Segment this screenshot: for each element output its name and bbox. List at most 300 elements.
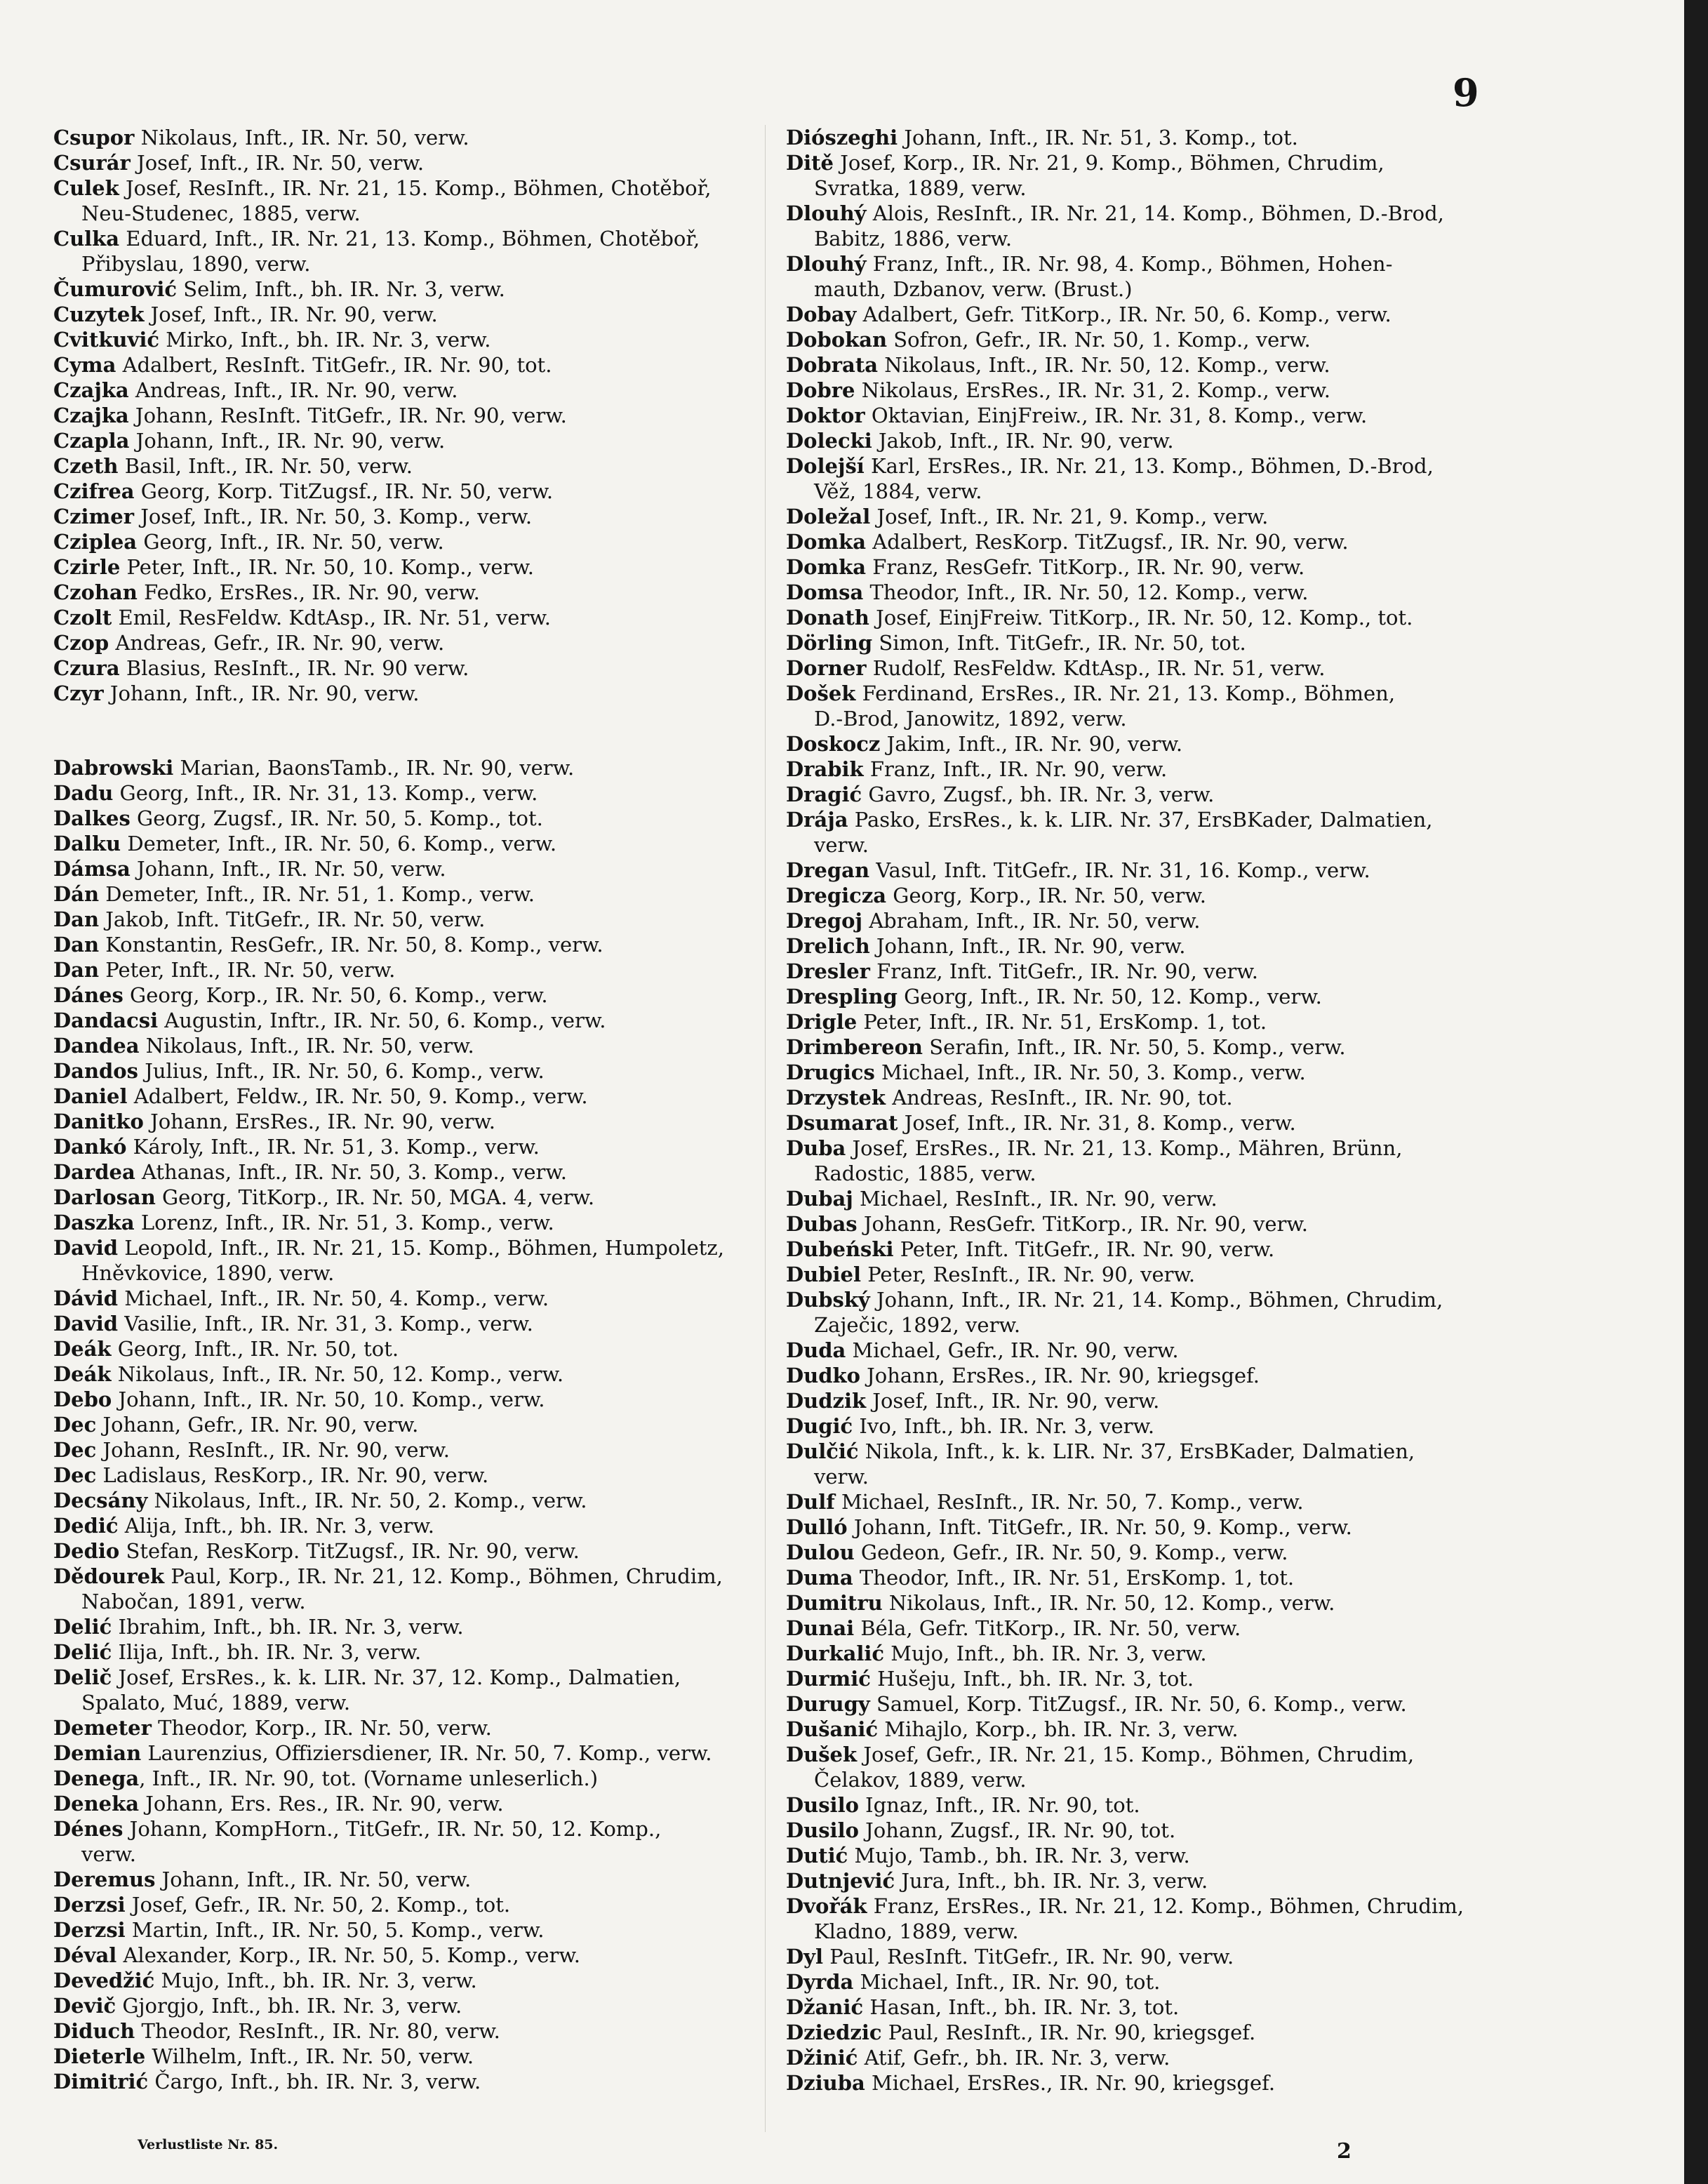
entry-details: Jura, Inft., bh. IR. Nr. 3, verw. [895,1869,1208,1893]
casualty-entry [786,150,1512,175]
casualty-entry [786,554,1512,580]
casualty-entry [786,1843,1512,1868]
entry-details: Michael, ResInft., IR. Nr. 90, verw. [853,1187,1217,1211]
casualty-entry [53,983,780,1008]
casualty-entry [786,1717,1512,1742]
entry-details: Samuel, Korp. TitZugsf., IR. Nr. 50, 6. Komp., verw. [869,1692,1407,1716]
surname: Denega [53,1766,140,1790]
surname: Czapla [53,429,130,453]
entry-details: Paul, Korp., IR. Nr. 21, 12. Komp., Böhmen, Chrudim, [164,1564,723,1588]
surname: Dénes [53,1817,124,1841]
entry-details: Georg, Inft., IR. Nr. 50, 12. Komp., verw. [897,985,1322,1008]
entry-details: Emil, ResFeldw. KdtAsp., IR. Nr. 51, verw. [112,606,551,630]
casualty-entry [53,806,780,831]
entry-details: Franz, Inft. TitGefr., IR. Nr. 90, verw. [869,959,1259,983]
casualty-entry [53,1412,780,1437]
casualty-entry [53,327,780,352]
casualty-entry [786,1666,1512,1691]
entry-details: Josef, Inft., IR. Nr. 31, 8. Komp., verw. [898,1111,1296,1135]
surname: Czohan [53,580,138,604]
entry-continuation: D.-Brod, Janowitz, 1892, verw. [814,707,1127,731]
casualty-entry [53,1614,780,1639]
entry-details: Mihajlo, Korp., bh. IR. Nr. 3, verw. [878,1717,1239,1741]
casualty-entry [53,580,780,605]
casualty-entry [53,957,780,983]
casualty-entry [786,1262,1512,1287]
entry-details: Peter, ResInft., IR. Nr. 90, verw. [861,1263,1196,1286]
casualty-entry [786,1792,1512,1818]
surname: Drespling [786,985,898,1008]
surname: Dregicza [786,884,887,907]
surname: Durmić [786,1667,871,1691]
surname: Duda [786,1338,846,1362]
surname: Dulou [786,1540,855,1564]
entry-details: Selim, Inft., bh. IR. Nr. 3, verw. [177,277,505,301]
casualty-entry [53,1109,780,1134]
casualty-entry [53,2069,780,2094]
entry-details: Mirko, Inft., bh. IR. Nr. 3, verw. [159,328,491,352]
casualty-entry [786,1413,1512,1439]
surname: Drimbereon [786,1035,923,1059]
entry-continuation: Zaječic, 1892, verw. [814,1313,1021,1337]
entry-details: Nikolaus, Inft., IR. Nr. 50, 12. Komp., verw. [111,1362,564,1386]
surname: Dyrda [786,1970,854,1994]
surname: Donath [786,606,869,630]
surname: Dutnjević [786,1869,895,1893]
casualty-entry [786,731,1512,757]
entry-details: Basil, Inft., IR. Nr. 50, verw. [118,454,413,478]
casualty-entry [53,150,780,175]
casualty-entry [786,1818,1512,1843]
casualty-entry [786,1034,1512,1060]
entry-details: Josef, Inft., IR. Nr. 21, 9. Komp., verw. [870,505,1269,528]
surname: Dan [53,907,100,931]
surname: Domka [786,530,867,554]
casualty-entry [53,1387,780,1412]
surname: David [53,1312,119,1336]
casualty-entry [53,403,780,428]
casualty-entry [53,453,780,479]
entry-details: Franz, Inft., IR. Nr. 98, 4. Komp., Böhmen, Hohen- [866,252,1393,276]
surname: Deremus [53,1867,156,1891]
surname: Dedić [53,1514,119,1538]
entry-details: Georg, Inft., IR. Nr. 50, tot. [111,1337,399,1361]
surname: Duba [786,1136,846,1160]
entry-details: Josef, ErsRes., k. k. LIR. Nr. 37, 12. Komp., Dalmatien, [112,1665,681,1689]
surname: Dandacsi [53,1008,159,1032]
right-column [786,125,1512,2096]
casualty-entry [53,932,780,957]
entry-continuation: Věž, 1884, verw. [814,479,982,503]
entry-details: Károly, Inft., IR. Nr. 51, 3. Komp., verw. [126,1135,540,1159]
entry-continuation: Spalato, Muć, 1889, verw. [81,1691,351,1714]
entry-details: Alija, Inft., bh. IR. Nr. 3, verw. [118,1514,434,1538]
casualty-entry [53,504,780,529]
surname: Dyl [786,1945,824,1969]
surname: Dziedzic [786,2020,882,2044]
entry-details: Jakob, Inft. TitGefr., IR. Nr. 50, verw. [99,907,486,931]
entry-continuation: Nabočan, 1891, verw. [81,1590,306,1613]
surname: Csupor [53,126,135,149]
surname: Deneka [53,1792,140,1816]
entry-continuation: Kladno, 1889, verw. [814,1919,1019,1943]
entry-details: Béla, Gefr. TitKorp., IR. Nr. 50, verw. [854,1616,1241,1640]
casualty-entry [53,1639,780,1665]
casualty-entry [786,883,1512,908]
casualty-entry [53,1740,780,1766]
surname: Čumurović [53,277,178,301]
entry-details: Peter, Inft., IR. Nr. 51, ErsKomp. 1, tot. [857,1010,1267,1034]
casualty-entry [53,1892,780,1917]
entry-details: Hušeju, Inft., bh. IR. Nr. 3, tot. [870,1667,1194,1691]
surname: Czop [53,631,109,655]
surname: Dec [53,1438,97,1462]
surname: Czimer [53,505,134,528]
entry-details: Josef, ErsRes., IR. Nr. 21, 13. Komp., Mähren, Brünn, [846,1136,1403,1160]
casualty-entry [786,1388,1512,1413]
entry-details: Nikola, Inft., k. k. LIR. Nr. 37, ErsBKader, Dalmatien, [858,1439,1415,1463]
entry-details: Johann, KompHorn., TitGefr., IR. Nr. 50, 12. Komp., [123,1817,662,1841]
entry-details: Nikolaus, Inft., IR. Nr. 50, verw. [134,126,469,149]
entry-details: Nikolaus, Inft., IR. Nr. 50, 12. Komp., verw. [878,353,1330,377]
surname: Dobokan [786,328,888,352]
casualty-entry [53,554,780,580]
surname: Dieterle [53,2044,146,2068]
entry-details: Michael, Inft., IR. Nr. 90, tot. [853,1970,1161,1994]
surname: Dimitrić [53,2070,149,2093]
footer-label: Verlustliste Nr. 85. [138,2137,279,2152]
surname: Dámsa [53,857,131,881]
entry-details: Sofron, Gefr., IR. Nr. 50, 1. Komp., verw. [887,328,1311,352]
surname: Dresler [786,959,870,983]
casualty-entry [53,175,780,201]
casualty-entry [53,1336,780,1361]
surname: Czajka [53,404,129,427]
surname: Dubaj [786,1187,853,1211]
entry-details: Marian, BaonsTamb., IR. Nr. 90, verw. [173,756,575,780]
surname: Dan [53,933,100,957]
casualty-entry [786,1439,1512,1464]
section-gap [53,706,780,755]
casualty-entry [786,1691,1512,1717]
surname: Domka [786,555,867,579]
entry-details: Johann, ResGefr. TitKorp., IR. Nr. 90, verw. [857,1212,1309,1236]
casualty-entry [786,757,1512,782]
casualty-entry [53,378,780,403]
entry-continuation: Radostic, 1885, verw. [814,1161,1036,1185]
entry-continuation: verw. [81,1842,137,1866]
casualty-entry [786,1868,1512,1893]
entry-details: Peter, Inft., IR. Nr. 50, 10. Komp., verw. [120,555,534,579]
entry-details: Atif, Gefr., bh. IR. Nr. 3, verw. [858,2046,1170,2070]
surname: Dubiel [786,1263,861,1286]
surname: Dušanić [786,1717,879,1741]
surname: Déval [53,1943,117,1967]
surname: Doskocz [786,732,881,756]
surname: Dědourek [53,1564,165,1588]
entry-details: Ferdinand, ErsRes., IR. Nr. 21, 13. Komp., Böhmen, [855,681,1396,705]
entry-details: Čargo, Inft., bh. IR. Nr. 3, verw. [148,2070,481,2093]
casualty-entry [786,1186,1512,1211]
casualty-entry [786,1136,1512,1161]
entry-details: Georg, Korp., IR. Nr. 50, verw. [886,884,1206,907]
casualty-entry [53,226,780,251]
surname: Dánes [53,983,124,1007]
surname: Darlosan [53,1185,156,1209]
entry-details: Pasko, ErsRes., k. k. LIR. Nr. 37, ErsBKader, Dalmatien, [848,808,1433,832]
surname: Dulf [786,1490,835,1514]
surname: Dumitru [786,1591,883,1615]
entry-details: Georg, Inft., IR. Nr. 50, verw. [137,530,444,554]
entry-details: Julius, Inft., IR. Nr. 50, 6. Komp., verw. [138,1059,545,1083]
casualty-entry [53,1210,780,1235]
surname: Dudko [786,1364,860,1387]
entry-continuation: Hněvkovice, 1890, verw. [81,1261,335,1285]
surname: Daszka [53,1211,135,1234]
entry-details: Johann, Inft., IR. Nr. 90, verw. [129,429,446,453]
entry-continuation: verw. [814,1465,869,1489]
entry-details: Nikolaus, Inft., IR. Nr. 50, 12. Komp., verw. [882,1591,1335,1615]
entry-details: Mujo, Inft., bh. IR. Nr. 3, verw. [884,1642,1207,1665]
surname: Dregan [786,858,870,882]
casualty-entry [786,2070,1512,2096]
casualty-entry [53,1867,780,1892]
entry-details: Georg, Korp. TitZugsf., IR. Nr. 50, verw. [134,479,554,503]
surname: Decsány [53,1489,148,1512]
entry-details: Michael, Gefr., IR. Nr. 90, verw. [846,1338,1179,1362]
surname: Dobay [786,302,857,326]
surname: Cuzytek [53,302,145,326]
entry-details: Gjorgjo, Inft., bh. IR. Nr. 3, verw. [116,1994,462,2018]
surname: Ditě [786,151,834,175]
casualty-entry [53,1084,780,1109]
casualty-entry [53,1286,780,1311]
casualty-entry [786,1287,1512,1312]
casualty-entry [53,1008,780,1033]
entry-details: Theodor, Inft., IR. Nr. 50, 12. Komp., verw. [863,580,1309,604]
surname: Dušek [786,1743,858,1766]
casualty-entry [53,1715,780,1740]
entry-details: Georg, Inft., IR. Nr. 31, 13. Komp., verw. [113,781,538,805]
casualty-entry [786,1540,1512,1565]
surname: Dán [53,882,100,906]
surname: Delič [53,1665,112,1689]
surname: Dec [53,1463,97,1487]
entry-details: Josef, Korp., IR. Nr. 21, 9. Komp., Böhmen, Chrudim, [834,151,1385,175]
casualty-entry [53,277,780,302]
casualty-entry [53,2044,780,2069]
surname: Dörling [786,631,873,655]
entry-details: Ilija, Inft., bh. IR. Nr. 3, verw. [112,1640,422,1664]
casualty-entry [53,1488,780,1513]
entry-details: Josef, Gefr., IR. Nr. 50, 2. Komp., tot. [125,1893,511,1917]
surname: Dulló [786,1515,848,1539]
entry-details: Blasius, ResInft., IR. Nr. 90 verw. [119,656,469,680]
signature-mark: 2 [1337,2139,1352,2164]
entry-details: Gavro, Zugsf., bh. IR. Nr. 3, verw. [862,783,1215,806]
entry-details: Mujo, Tamb., bh. IR. Nr. 3, verw. [848,1844,1190,1867]
surname: Czura [53,656,120,680]
entry-details: Nikolaus, Inft., IR. Nr. 50, verw. [139,1034,474,1058]
casualty-entry [53,1968,780,1993]
left-column [53,125,780,2094]
surname: Dusilo [786,1818,859,1842]
casualty-entry [786,1085,1512,1110]
casualty-entry [53,780,780,806]
entry-details: Johann, Inft., IR. Nr. 90, verw. [869,934,1186,958]
entry-details: Stefan, ResKorp. TitZugsf., IR. Nr. 90, verw. [119,1539,580,1563]
entry-details: Georg, TitKorp., IR. Nr. 50, MGA. 4, verw. [155,1185,595,1209]
casualty-entry [786,1995,1512,2020]
entry-details: Wilhelm, Inft., IR. Nr. 50, verw. [145,2044,474,2068]
entry-details: Athanas, Inft., IR. Nr. 50, 3. Komp., verw. [135,1160,567,1184]
surname: Dobre [786,378,855,402]
casualty-entry [786,933,1512,959]
entry-details: Josef, EinjFreiw. TitKorp., IR. Nr. 50, 12. Komp., tot. [869,606,1413,630]
entry-details: Vasilie, Inft., IR. Nr. 31, 3. Komp., verw. [118,1312,533,1336]
casualty-entry [786,125,1512,150]
surname: Cyma [53,353,116,377]
entry-details: Peter, Inft., IR. Nr. 50, verw. [99,958,396,982]
surname: Dugić [786,1414,853,1438]
casualty-entry [53,655,780,681]
casualty-entry [786,1060,1512,1085]
entry-details: Leopold, Inft., IR. Nr. 21, 15. Komp., Böhmen, Humpoletz, [118,1236,724,1260]
casualty-entry [53,1538,780,1564]
casualty-entry [53,2018,780,2044]
casualty-entry [786,580,1512,605]
surname: Csurár [53,151,131,175]
casualty-entry [53,352,780,378]
surname: Duma [786,1566,853,1590]
entry-details: Johann, Inft., IR. Nr. 50, verw. [130,857,446,881]
surname: Drigle [786,1010,858,1034]
surname: Doležal [786,505,871,528]
casualty-entry [53,1791,780,1816]
surname: Dubeński [786,1237,894,1261]
entry-details: Adalbert, ResInft. TitGefr., IR. Nr. 90, tot. [116,353,552,377]
entry-details: Jakob, Inft., IR. Nr. 90, verw. [872,429,1174,453]
casualty-entry [786,201,1512,226]
entry-details: Johann, Zugsf., IR. Nr. 90, tot. [858,1818,1176,1842]
casualty-entry [786,1944,1512,1969]
surname: Diószeghi [786,126,898,149]
surname: Dandea [53,1034,140,1058]
entry-details: Johann, Inft., IR. Nr. 51, 3. Komp., tot. [898,126,1298,149]
surname: Dandos [53,1059,138,1083]
surname: Dardea [53,1160,135,1184]
surname: Dlouhý [786,201,867,225]
surname: Dalkes [53,806,131,830]
entry-details: Franz, Inft., IR. Nr. 90, verw. [863,757,1168,781]
casualty-entry [786,251,1512,277]
entry-details: Johann, ResInft. TitGefr., IR. Nr. 90, verw. [128,404,567,427]
entry-details: Nikolaus, Inft., IR. Nr. 50, 2. Komp., verw. [147,1489,587,1512]
surname: Dsumarat [786,1111,898,1135]
surname: Demian [53,1741,142,1765]
surname: Dávid [53,1286,119,1310]
casualty-entry [786,1893,1512,1919]
entry-details: Ladislaus, ResKorp., IR. Nr. 90, verw. [96,1463,489,1487]
entry-details: Theodor, Inft., IR. Nr. 51, ErsKomp. 1, tot. [853,1566,1295,1590]
casualty-entry [53,755,780,780]
casualty-entry [53,428,780,453]
entry-details: Johann, Inft., IR. Nr. 21, 14. Komp., Böhmen, Chrudim, [869,1288,1443,1312]
surname: Drelich [786,934,870,958]
entry-details: Jakim, Inft., IR. Nr. 90, verw. [880,732,1183,756]
surname: Cvitkuvić [53,328,160,352]
surname: Drzystek [786,1086,886,1110]
entry-details: Serafin, Inft., IR. Nr. 50, 5. Komp., verw. [923,1035,1346,1059]
surname: Daniel [53,1084,128,1108]
surname: Dolecki [786,429,872,453]
surname: Džinić [786,2046,858,2070]
entry-details: Josef, Inft., IR. Nr. 90, verw. [144,302,438,326]
casualty-entry [786,1489,1512,1514]
casualty-entry [786,630,1512,655]
casualty-entry [786,655,1512,681]
casualty-entry [53,1665,780,1690]
surname: Culka [53,227,120,251]
entry-details: Michael, Inft., IR. Nr. 50, 4. Komp., verw. [118,1286,549,1310]
entry-details: Demeter, Inft., IR. Nr. 50, 6. Komp., verw. [121,832,557,855]
casualty-entry [53,1235,780,1260]
surname: Dulčić [786,1439,859,1463]
entry-details: Johann, Inft., IR. Nr. 90, verw. [103,681,420,705]
entry-details: Rudolf, ResFeldw. KdtAsp., IR. Nr. 51, verw. [866,656,1326,680]
surname: Dvořák [786,1894,867,1918]
entry-details: Johann, ErsRes., IR. Nr. 90, kriegsgef. [860,1364,1260,1387]
entry-details: Adalbert, Feldw., IR. Nr. 50, 9. Komp., verw. [127,1084,588,1108]
casualty-entry [53,529,780,554]
page-number: 9 [1453,70,1479,115]
casualty-entry [786,2045,1512,2070]
entry-details: Josef, Inft., IR. Nr. 50, verw. [130,151,425,175]
casualty-entry [53,1564,780,1589]
surname: Dankó [53,1135,127,1159]
entry-details: Johann, Inft., IR. Nr. 50, verw. [155,1867,472,1891]
casualty-entry [53,1993,780,2018]
casualty-entry [786,1641,1512,1666]
entry-details: Josef, Gefr., IR. Nr. 21, 15. Komp., Böhmen, Chrudim, [857,1743,1415,1766]
casualty-entry [786,1616,1512,1641]
entry-details: Augustin, Inftr., IR. Nr. 50, 6. Komp., verw. [158,1008,606,1032]
entry-details: Ibrahim, Inft., bh. IR. Nr. 3, verw. [112,1615,464,1639]
entry-continuation: Babitz, 1886, verw. [814,227,1013,251]
entry-details: Ivo, Inft., bh. IR. Nr. 3, verw. [853,1414,1155,1438]
casualty-entry [786,782,1512,807]
surname: Džanić [786,1995,864,2019]
surname: Dragić [786,783,862,806]
entry-details: Demeter, Inft., IR. Nr. 51, 1. Komp., verw. [99,882,535,906]
surname: Domsa [786,580,864,604]
surname: Delić [53,1640,112,1664]
surname: Durkalić [786,1642,885,1665]
surname: David [53,1236,119,1260]
entry-details: Alois, ResInft., IR. Nr. 21, 14. Komp., Böhmen, D.-Brod, [866,201,1444,225]
entry-details: Peter, Inft. TitGefr., IR. Nr. 90, verw. [893,1237,1275,1261]
entry-details: Gedeon, Gefr., IR. Nr. 50, 9. Komp., verw. [854,1540,1288,1564]
entry-details: Josef, Inft., IR. Nr. 50, 3. Komp., verw. [133,505,533,528]
casualty-entry [53,1766,780,1791]
surname: Deák [53,1362,112,1386]
casualty-entry [786,378,1512,403]
casualty-entry [786,1211,1512,1237]
casualty-entry [786,403,1512,428]
casualty-entry [786,1338,1512,1363]
casualty-entry [786,908,1512,933]
entry-details: Eduard, Inft., IR. Nr. 21, 13. Komp., Böhmen, Chotěboř, [119,227,700,251]
